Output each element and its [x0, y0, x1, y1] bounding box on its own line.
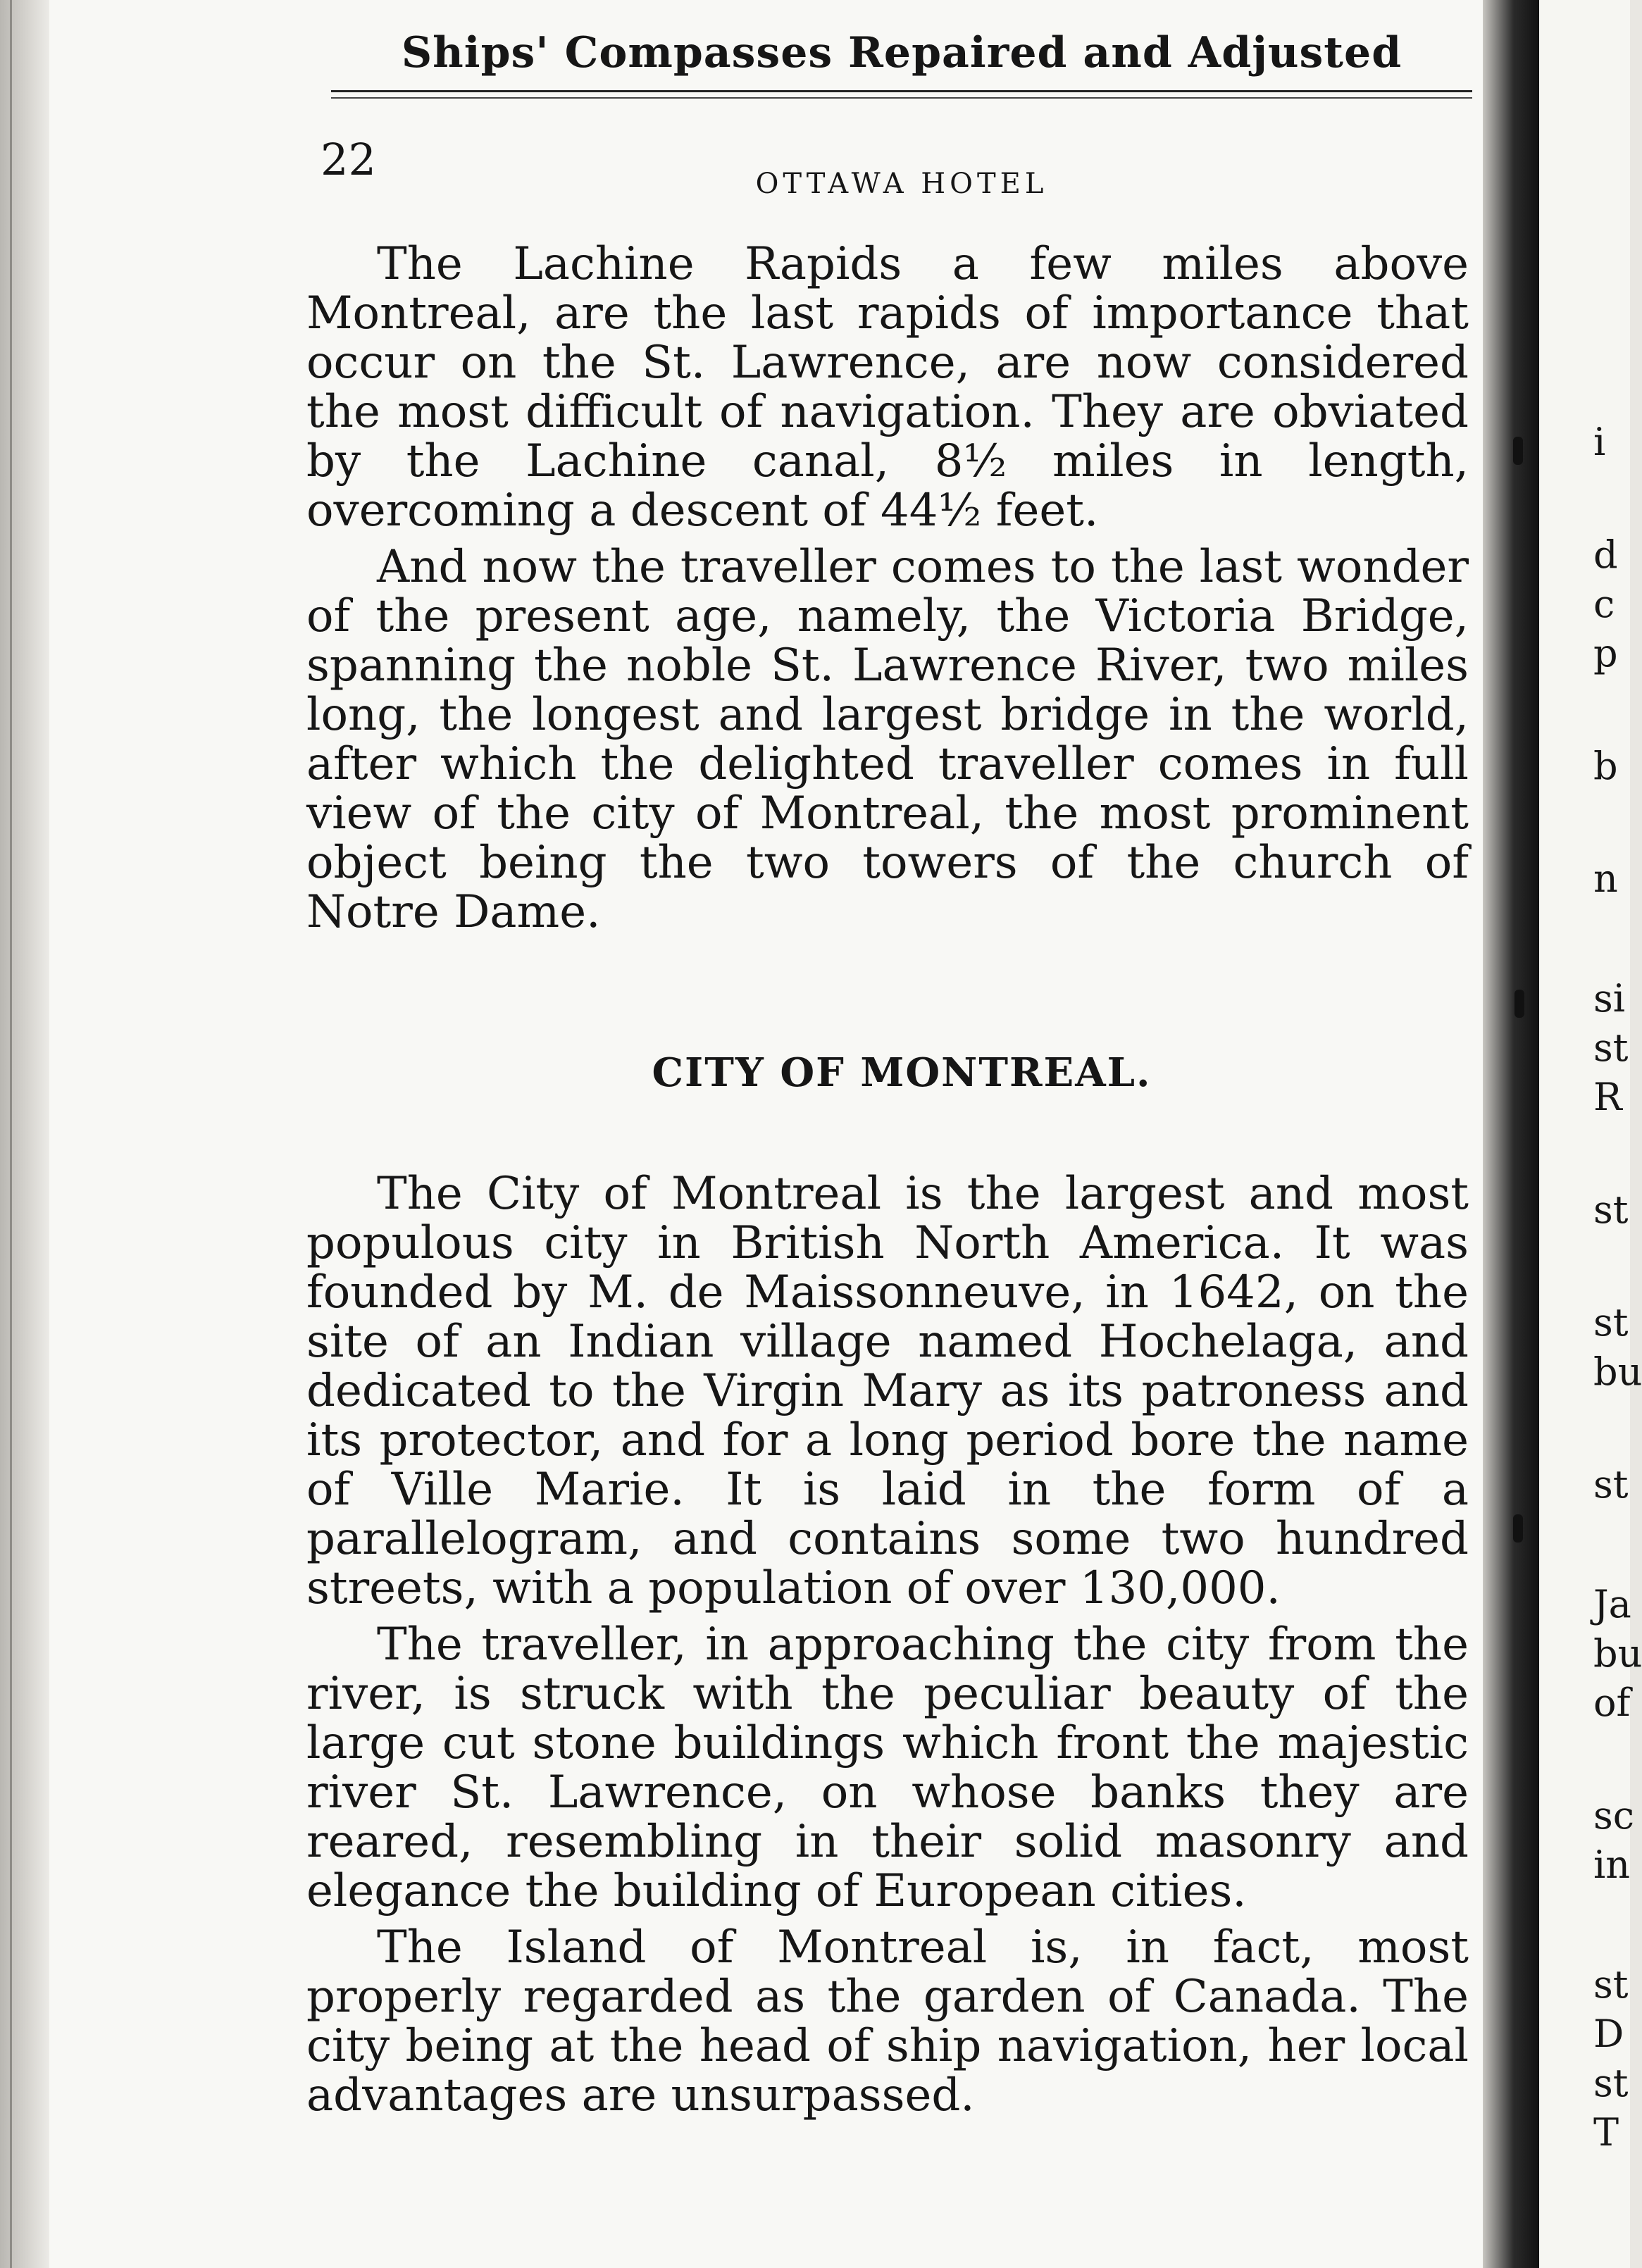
page-title: OTTAWA HOTEL — [755, 168, 1048, 200]
adjacent-page-fragment: bu — [1593, 1350, 1642, 1394]
adjacent-page-fragment: st — [1593, 2061, 1629, 2105]
adjacent-page-fragment: c — [1593, 582, 1615, 626]
adjacent-page-fragment: sc — [1593, 1793, 1634, 1838]
adjacent-page-fragment: D — [1593, 2012, 1624, 2056]
paragraph: The City of Montreal is the largest and most populous city in British North America. It was founded by M. de Maissonneuve, in 1642, on the site of an Indian village named Hochelaga, and dedicated to the Virgin Mary as its patroness and its protector, and for a long period bore the name of Ville Marie. It is laid in the form of a parallelogram, and contains some two hundred streets, with a population of over 130,000. — [306, 1168, 1469, 1614]
section-heading: CITY OF MONTREAL. — [652, 1049, 1152, 1096]
adjacent-page-fragment: st — [1593, 1026, 1629, 1070]
adjacent-page-fragment: st — [1593, 1462, 1629, 1507]
header-rule-secondary — [331, 97, 1472, 99]
page-edge-mark — [1513, 1514, 1523, 1543]
header-rule — [331, 90, 1472, 92]
binding-line — [10, 0, 12, 2268]
page-gutter-shadow — [1483, 0, 1539, 2268]
adjacent-page-fragment: i — [1593, 420, 1606, 464]
adjacent-page-fragment: st — [1593, 1962, 1629, 2007]
adjacent-page-fragment: Ja — [1593, 1582, 1631, 1626]
adjacent-page-fragment: n — [1593, 856, 1618, 901]
page-edge-mark — [1513, 437, 1523, 465]
page-edge-mark — [1515, 990, 1524, 1018]
adjacent-page — [1539, 0, 1630, 2268]
paragraph: The Lachine Rapids a few miles above Montreal, are the last rapids of importance that occur on the St. Lawrence, are now considered the most difficult of navigation. They are obviated by the Lachine canal, 8½ miles in length, overcoming a descent of 44½ feet. — [306, 238, 1469, 537]
adjacent-page-fragment: d — [1593, 532, 1618, 577]
binding-edge — [0, 0, 49, 2268]
paragraph: The Island of Montreal is, in fact, most properly regarded as the garden of Canada. The city being at the head of ship navigation, her local advantages are unsurpassed. — [306, 1921, 1469, 2121]
paragraph: And now the traveller comes to the last wonder of the present age, namely, the Victoria Bridge, spanning the noble St. Lawrence River, two miles long, the longest and largest bridge in the world, after which the delighted traveller comes in full view of the city of Montreal, the most prominent object being the two towers of the church of Notre Dame. — [306, 541, 1469, 938]
adjacent-page-fragment: R — [1593, 1075, 1622, 1119]
adjacent-page-fragment: in — [1593, 1843, 1631, 1887]
adjacent-page-fragment: st — [1593, 1300, 1629, 1345]
adjacent-page-fragment: p — [1593, 631, 1618, 675]
page-number: 22 — [321, 134, 376, 185]
section-2-body — [306, 1169, 1469, 2127]
paragraph: The traveller, in approaching the city from the river, is struck with the peculiar beauty of the large cut stone buildings which front the majestic river St. Lawrence, on whose banks they are reared, resembling in their solid masonry and elegance the building of European cities. — [306, 1619, 1469, 1917]
adjacent-page-fragment: si — [1593, 976, 1625, 1021]
adjacent-page-fragment: of — [1593, 1681, 1631, 1725]
adjacent-page-fragment: st — [1593, 1188, 1629, 1232]
adjacent-page-fragment: T — [1593, 2110, 1619, 2155]
running-header: Ships' Compasses Repaired and Adjusted — [401, 28, 1402, 77]
adjacent-page-fragment: b — [1593, 744, 1618, 788]
adjacent-page-fragment: bu — [1593, 1631, 1642, 1676]
section-1-body — [306, 239, 1469, 944]
